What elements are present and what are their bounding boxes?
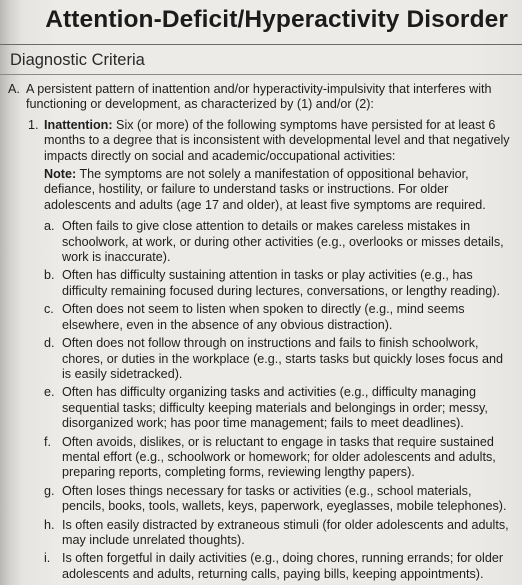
- inattention-text: Six (or more) of the following symptoms have persisted for at least 6 months to a degree that is inconsistent with developmental level and that negatively impacts directly on social and academic/occupational activities:: [44, 117, 510, 163]
- list-item-text: Often does not seem to listen when spoken to directly (e.g., mind seems elsewhere, even in the absence of any obvious distraction).: [62, 302, 465, 332]
- criteria-content: [0, 82, 522, 585]
- list-item-marker: f.: [44, 434, 51, 449]
- list-item-marker: h.: [44, 517, 55, 532]
- criterion-a-text: A persistent pattern of inattention and/or hyperactivity-impulsivity that interferes with functioning or development, as characterized by (1) and/or (2):: [26, 82, 492, 112]
- title-divider: [0, 44, 522, 45]
- symptom-list: [0, 219, 522, 582]
- list-item: [0, 551, 522, 582]
- inattention-body: [44, 118, 512, 164]
- list-item: [0, 302, 522, 333]
- criterion-a: [0, 82, 522, 113]
- section-divider: [0, 74, 522, 75]
- note-label: Note:: [44, 167, 77, 182]
- list-item-marker: e.: [44, 385, 55, 400]
- list-item: [0, 385, 522, 431]
- inattention-heading: Inattention:: [44, 117, 113, 132]
- list-item-text: Is often forgetful in daily activities (e.g., doing chores, running errands; for older adolescents and adults, returning calls, paying bills, keeping appointments).: [62, 551, 504, 581]
- list-item-marker: d.: [44, 336, 55, 351]
- list-item-text: Often has difficulty organizing tasks and activities (e.g., difficulty managing sequential tasks; difficulty keeping materials and belongings in order; messy, disorganized work; has poor time management; fails to meet deadlines).: [62, 385, 488, 431]
- inattention-marker: 1.: [28, 117, 39, 132]
- inattention-note: [44, 167, 512, 213]
- list-item-text: Often does not follow through on instructions and fails to finish schoolwork, chores, or duties in the workplace (e.g., starts tasks but quickly loses focus and is easily sidetracked).: [62, 336, 503, 381]
- list-item-text: Often avoids, dislikes, or is reluctant to engage in tasks that require sustained mental effort (e.g., schoolwork or homework; for older adolescents and adults, preparing reports, completing forms, reviewing lengthy papers).: [62, 434, 496, 480]
- list-item: [0, 268, 522, 299]
- list-item-text: Is often easily distracted by extraneous stimuli (for older adolescents and adults, may include unrelated thoughts).: [62, 517, 509, 547]
- list-item: [0, 219, 522, 265]
- list-item: [0, 336, 522, 382]
- list-item-marker: a.: [44, 219, 55, 234]
- list-item: [0, 484, 522, 515]
- list-item-text: Often fails to give close attention to details or makes careless mistakes in schoolwork, at work, or during other activities (e.g., overlooks or misses details, work is inaccurate).: [62, 219, 504, 265]
- list-item-marker: g.: [44, 483, 55, 498]
- section-heading: Diagnostic Criteria: [10, 51, 145, 69]
- page-title: Attention-Deficit/Hyperactivity Disorder: [45, 6, 508, 33]
- list-item-marker: b.: [44, 268, 55, 283]
- list-item-text: Often has difficulty sustaining attention in tasks or play activities (e.g., has difficulty remaining focused during lectures, conversations, or lengthy reading).: [62, 268, 500, 298]
- criterion-a-marker: A.: [8, 82, 20, 96]
- list-item-marker: i.: [44, 551, 51, 566]
- list-item: [0, 518, 522, 549]
- list-item-text: Often loses things necessary for tasks or activities (e.g., school materials, pencils, books, tools, wallets, keys, paperwork, eyeglasses, mobile telephones).: [62, 483, 507, 514]
- note-text: The symptoms are not solely a manifestation of oppositional behavior, defiance, hostility, or failure to understand tasks or instructions. For older adolescents and adults (age 17 and older), at least five symptoms are required.: [44, 167, 486, 212]
- inattention-criterion: [0, 118, 522, 164]
- list-item: [0, 435, 522, 481]
- list-item-marker: c.: [44, 302, 54, 317]
